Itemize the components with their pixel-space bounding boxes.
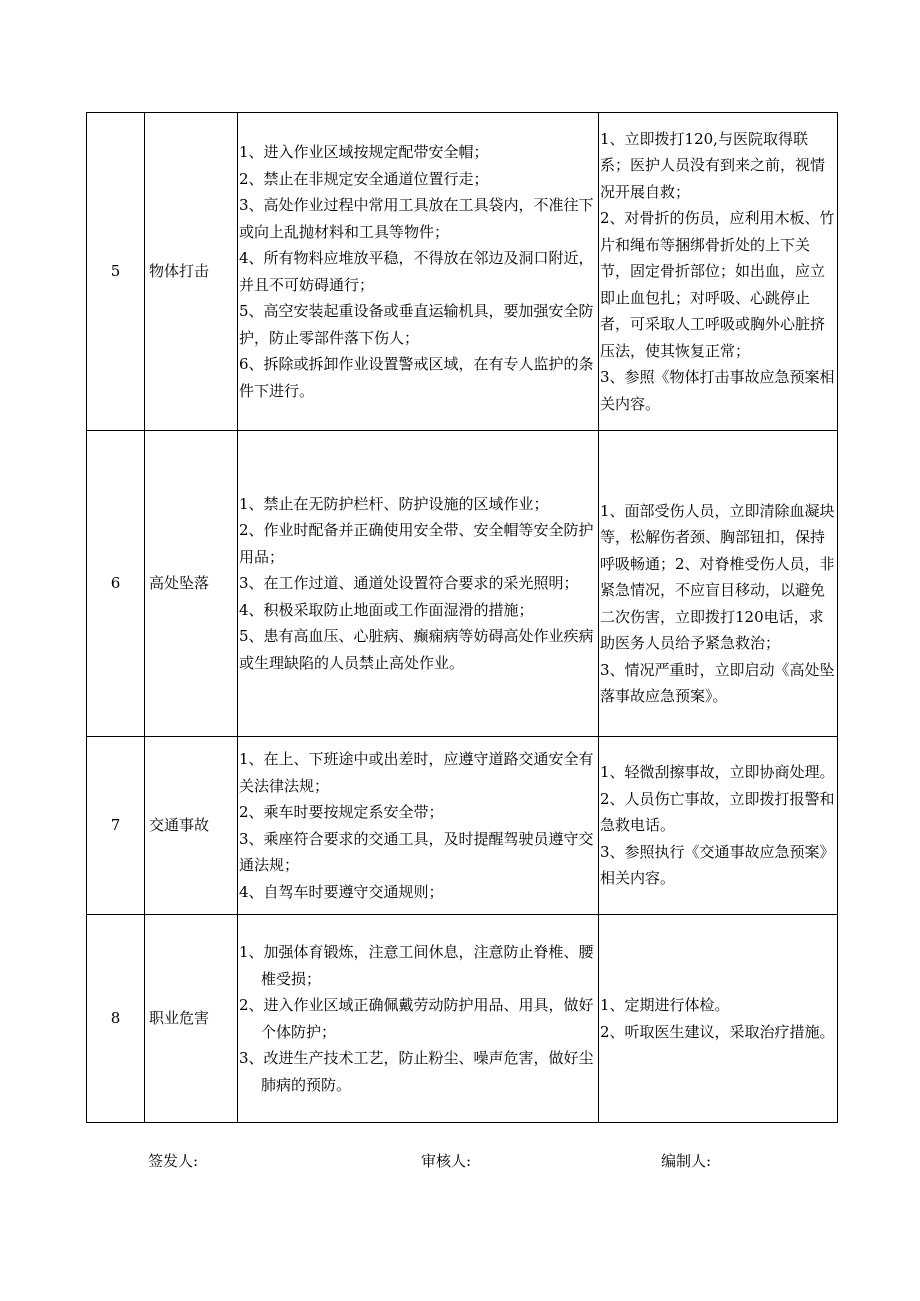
table-row: [87, 113, 838, 431]
prevention-item: 3、高处作业过程中常用工具放在工具袋内，不准往下或向上乱抛材料和工具等物件；: [239, 196, 594, 241]
prevention-item: 2、禁止在非规定安全通道位置行走；: [239, 169, 489, 188]
prevention-item: 3、乘座符合要求的交通工具，及时提醒驾驶员遵守交通法规；: [239, 829, 594, 874]
prevention-item: 1、禁止在无防护栏杆、防护设施的区域作业；: [239, 494, 549, 513]
prevention-item: 1、加强体育锻炼，注意工间休息，注意防止脊椎、腰椎受损；: [239, 943, 594, 988]
reviewer-label: 审核人:: [421, 1152, 472, 1170]
table-row: [87, 431, 838, 737]
prevention-item: 2、进入作业区域正确佩戴劳动防护用品、用具，做好个体防护；: [239, 996, 594, 1041]
emergency-response: [599, 431, 838, 737]
prevention-item: 4、积极采取防止地面或工作面湿滑的措施；: [239, 600, 534, 619]
prevention-item: 2、作业时配备并正确使用安全带、安全帽等安全防护用品；: [239, 521, 594, 566]
prevention-measures: [238, 113, 599, 431]
response-item: 1、面部受伤人员，立即清除血凝块等，松解伤者颈、胸部钮扣，保持呼吸畅通；2、对脊椎受伤人员，非紧急情况，不应盲目移动，以避免二次伤害，立即拨打120电话，求助医务人员给予紧急救治；: [600, 501, 835, 652]
prevention-item: 4、所有物料应堆放平稳，不得放在邻边及洞口附近，并且不可妨碍通行；: [239, 249, 594, 294]
prevention-item: 5、高空安装起重设备或垂直运输机具，要加强安全防护，防止零部件落下伤人；: [239, 302, 594, 347]
row-number: 7: [87, 737, 145, 915]
response-item: 3、参照执行《交通事故应急预案》相关内容。: [600, 842, 835, 888]
prevention-measures: [238, 737, 599, 915]
row-number: 8: [87, 915, 145, 1123]
prevention-item: 2、乘车时要按规定系安全带；: [239, 803, 444, 821]
table-row: [87, 737, 838, 915]
issuer-label: 签发人:: [148, 1152, 199, 1170]
prevention-measures: [238, 431, 599, 737]
prevention-item: 6、拆除或拆卸作业设置警戒区域，在有专人监护的条件下进行。: [239, 355, 594, 400]
row-number: 5: [87, 113, 145, 431]
emergency-response: [599, 737, 838, 915]
emergency-response: [599, 113, 838, 431]
row-number: 6: [87, 431, 145, 737]
response-item: 2、听取医生建议，采取治疗措施。: [600, 1022, 835, 1041]
response-item: 1、立即拨打120,与医院取得联系；医护人员没有到来之前，视情况开展自救；: [600, 129, 826, 201]
response-item: 1、定期进行体检。: [600, 996, 730, 1014]
table-row: [87, 915, 838, 1123]
prevention-item: 4、自驾车时要遵守交通规则；: [239, 882, 444, 901]
emergency-response: [599, 915, 838, 1123]
prevention-item: 1、在上、下班途中或出差时，应遵守道路交通安全有关法律法规；: [239, 750, 594, 795]
response-item: 2、对骨折的伤员，应利用木板、竹片和绳布等捆绑骨折处的上下关节，固定骨折部位；如出血，应立即止血包扎；对呼吸、心跳停止者，可采取人工呼吸或胸外心脏挤压法，使其恢复正常；: [600, 209, 835, 360]
hazard-type: 交通事故: [145, 737, 238, 915]
response-item: 1、轻微刮擦事故，立即协商处理。: [600, 763, 835, 782]
hazard-type: 物体打击: [145, 113, 238, 431]
response-item: 3、参照《物体打击事故应急预案相关内容。: [600, 368, 835, 413]
prevention-measures: [238, 915, 599, 1123]
prevention-item: 3、改进生产技术工艺，防止粉尘、噪声危害，做好尘肺病的预防。: [239, 1049, 594, 1094]
prevention-item: 3、在工作过道、通道处设置符合要求的采光照明；: [239, 574, 579, 593]
prevention-item: 1、进入作业区域按规定配带安全帽；: [239, 143, 489, 161]
hazard-type: 高处坠落: [145, 431, 238, 737]
compiler-label: 编制人:: [661, 1152, 712, 1170]
response-item: 2、人员伤亡事故，立即拨打报警和急救电话。: [600, 789, 835, 835]
hazard-measures-table: [86, 112, 838, 1123]
hazard-type: 职业危害: [145, 915, 238, 1123]
signature-line: [0, 1150, 920, 1172]
prevention-item: 5、患有高血压、心脏病、癫痫病等妨碍高处作业疾病或生理缺陷的人员禁止高处作业。: [239, 627, 594, 672]
response-item: 3、情况严重时，立即启动《高处坠落事故应急预案》。: [600, 660, 835, 705]
